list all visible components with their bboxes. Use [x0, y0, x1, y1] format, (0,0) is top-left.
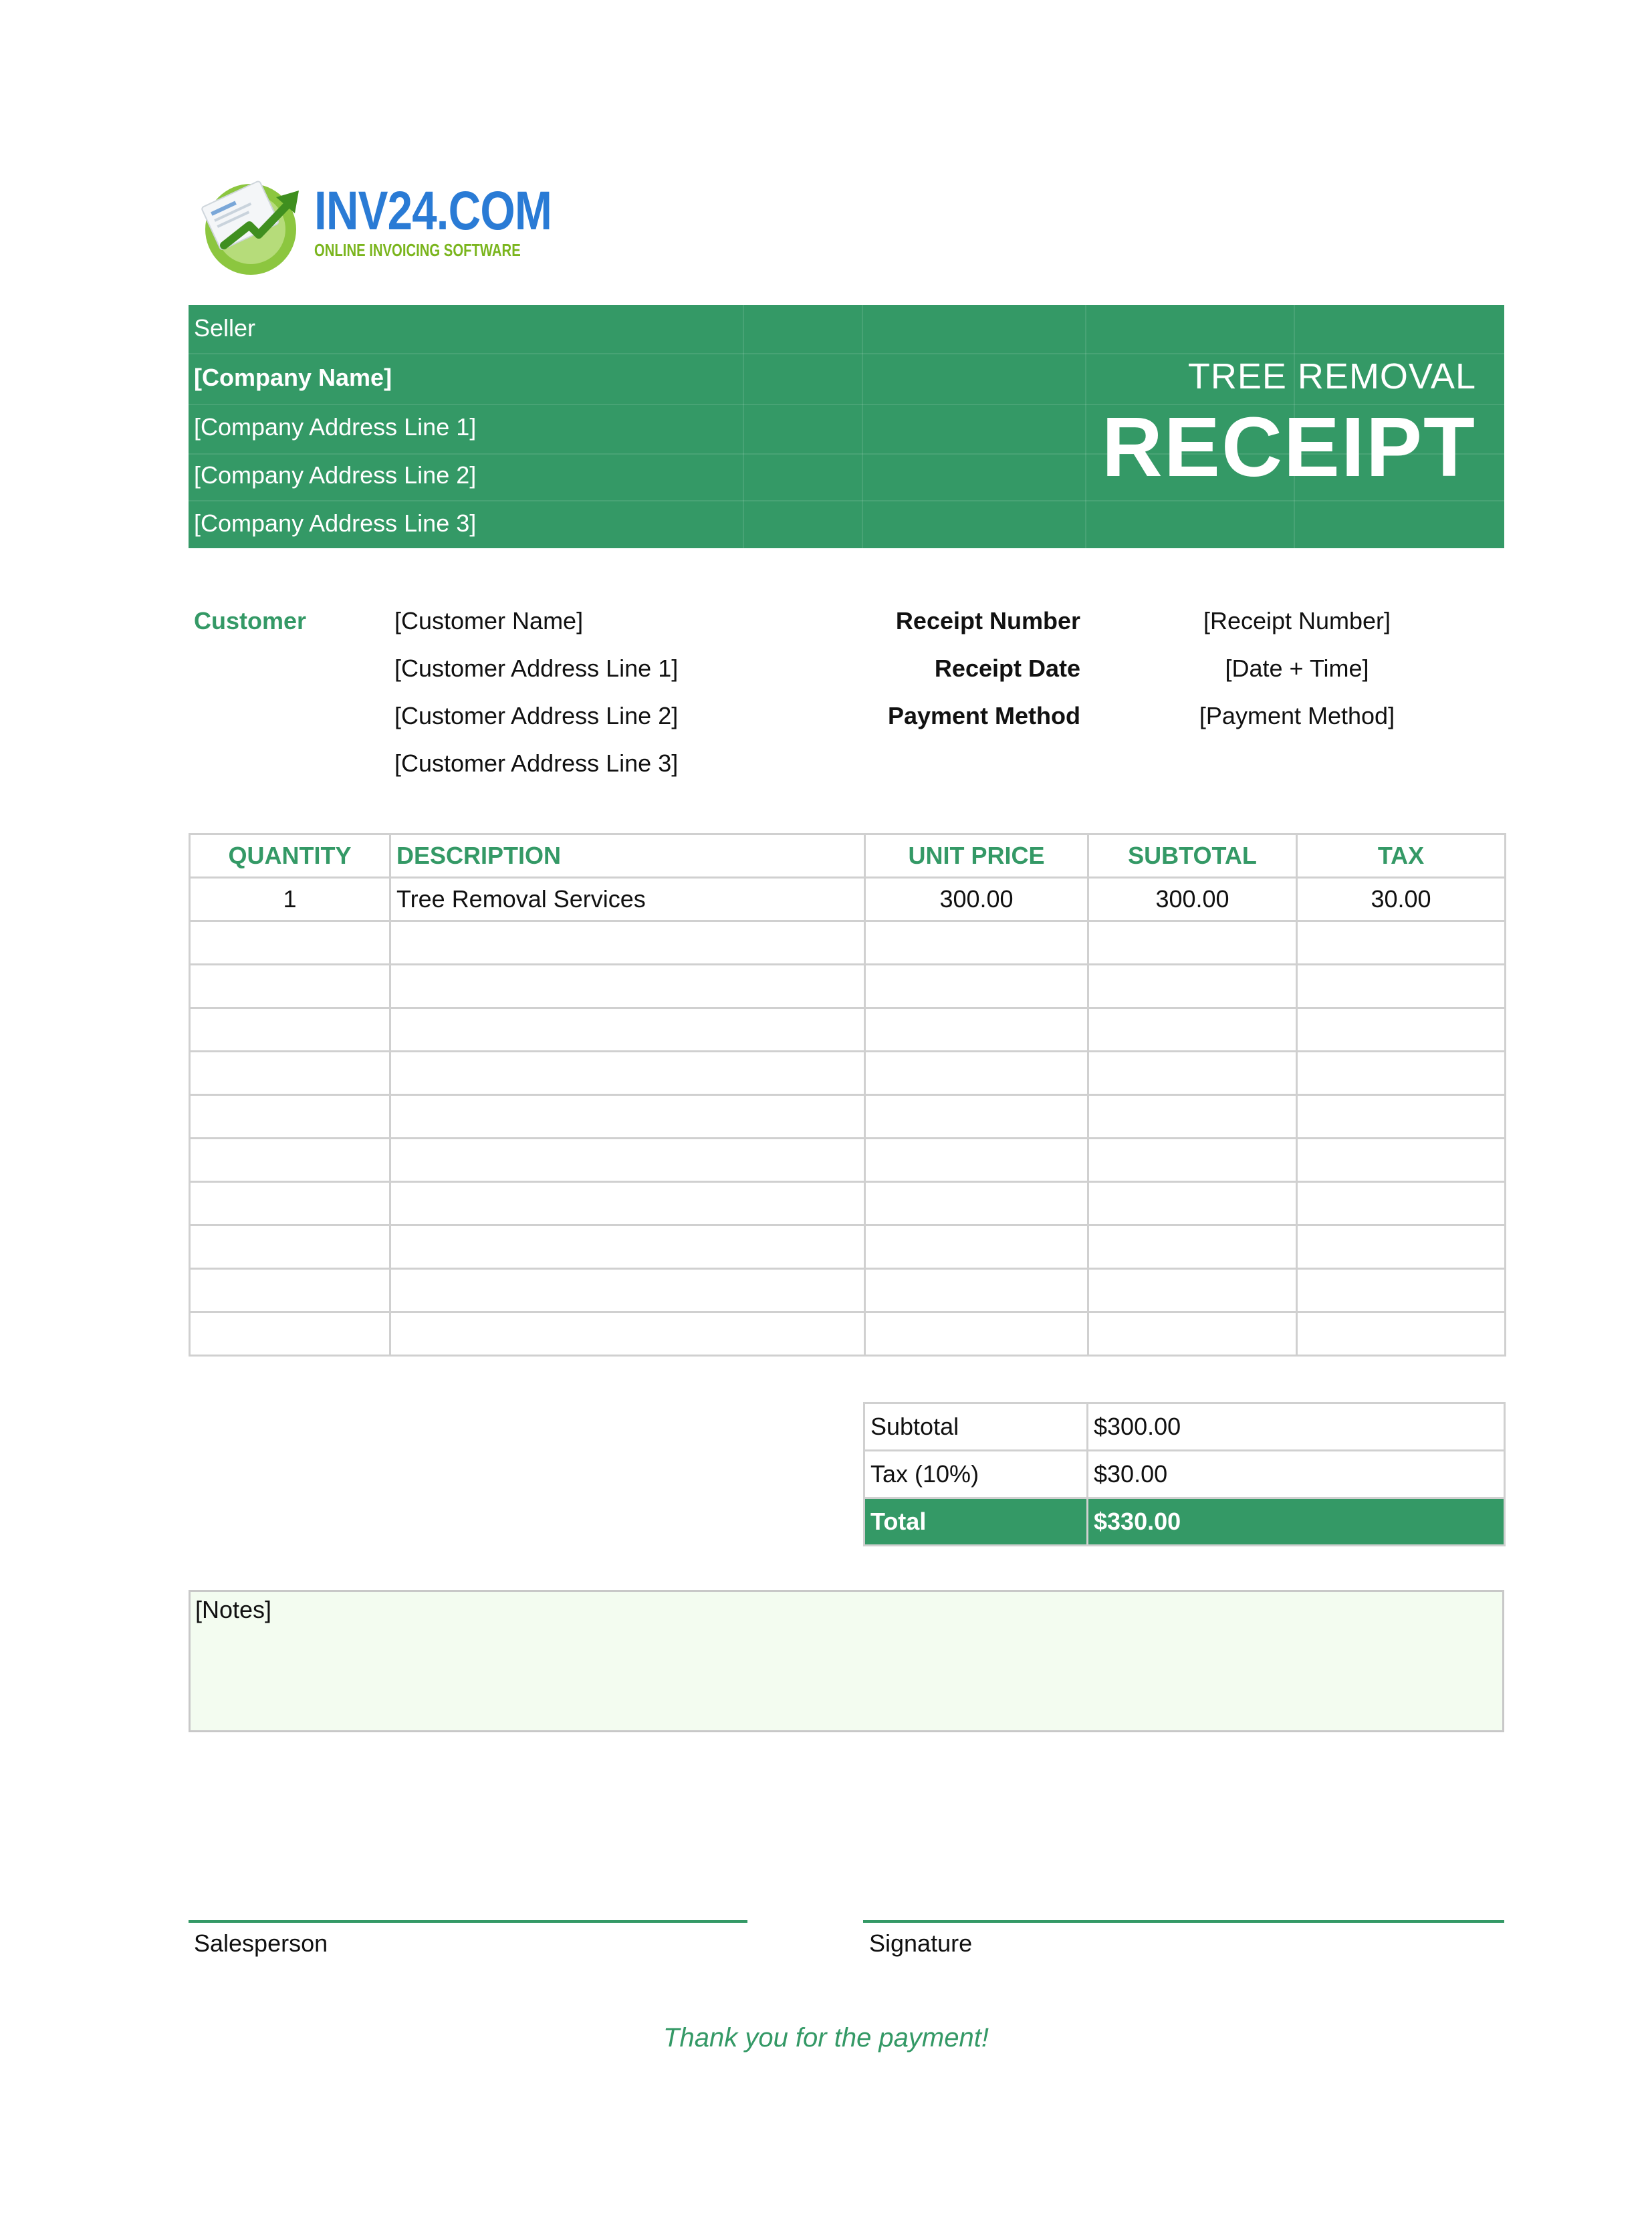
cell-tax [1297, 1095, 1506, 1139]
cell-tax [1297, 1008, 1506, 1052]
cell-description [390, 921, 865, 965]
tax-label: Tax (10%) [864, 1451, 1088, 1498]
cell-unit-price [865, 1052, 1088, 1095]
customer-label: Customer [194, 607, 307, 634]
receipt-number-label: Receipt Number [895, 607, 1080, 634]
cell-quantity: 1 [190, 878, 390, 921]
cell-subtotal [1088, 1052, 1297, 1095]
cell-tax [1297, 1225, 1506, 1269]
payment-method-value: [Payment Method] [1199, 702, 1395, 729]
cell-description [390, 965, 865, 1008]
total-label: Total [864, 1498, 1088, 1546]
receipt-number-value: [Receipt Number] [1203, 607, 1391, 634]
receipt-date-label: Receipt Date [934, 655, 1080, 682]
seller-label: Seller [194, 314, 256, 342]
subtotal-value: $300.00 [1088, 1403, 1505, 1451]
header-description: DESCRIPTION [390, 834, 865, 878]
header-tax: TAX [1297, 834, 1506, 878]
cell-quantity [190, 965, 390, 1008]
company-name: [Company Name] [194, 364, 392, 391]
cell-unit-price [865, 1312, 1088, 1356]
cell-unit-price [865, 1095, 1088, 1139]
company-address-line-2: [Company Address Line 2] [194, 461, 477, 489]
cell-subtotal [1088, 1182, 1297, 1225]
grid-line [189, 500, 1504, 501]
cell-unit-price [865, 965, 1088, 1008]
table-row [190, 1269, 1506, 1312]
subtotal-label: Subtotal [864, 1403, 1088, 1451]
cell-description [390, 1312, 865, 1356]
cell-description [390, 1095, 865, 1139]
cell-unit-price [865, 1008, 1088, 1052]
brand-logo [197, 170, 552, 277]
table-row [190, 1312, 1506, 1356]
cell-description [390, 1008, 865, 1052]
customer-address-line-2: [Customer Address Line 2] [394, 702, 679, 729]
subtotal-row [864, 1403, 1505, 1451]
document-subtitle: TREE REMOVAL [1187, 356, 1476, 396]
cell-description [390, 1269, 865, 1312]
table-row [190, 965, 1506, 1008]
total-row [864, 1498, 1505, 1546]
cell-subtotal [1088, 1269, 1297, 1312]
cell-description [390, 1182, 865, 1225]
receipt-date-value: [Date + Time] [1225, 655, 1369, 682]
header-subtotal: SUBTOTAL [1088, 834, 1297, 878]
cell-quantity [190, 1139, 390, 1182]
totals-table [863, 1402, 1506, 1546]
table-row [190, 878, 1506, 921]
cell-tax [1297, 921, 1506, 965]
header-unit-price: UNIT PRICE [865, 834, 1088, 878]
cell-subtotal [1088, 1225, 1297, 1269]
cell-tax [1297, 1139, 1506, 1182]
document-title: RECEIPT [1101, 400, 1476, 494]
grid-line [189, 353, 1504, 354]
thank-you-message: Thank you for the payment! [663, 2023, 989, 2053]
cell-unit-price [865, 1269, 1088, 1312]
cell-quantity [190, 1225, 390, 1269]
table-row [190, 1095, 1506, 1139]
customer-address-line-3: [Customer Address Line 3] [394, 749, 679, 777]
logo-emblem-icon [197, 170, 311, 277]
cell-description [390, 1139, 865, 1182]
cell-tax [1297, 1269, 1506, 1312]
header-quantity: QUANTITY [190, 834, 390, 878]
cell-quantity [190, 1052, 390, 1095]
signature-line [863, 1920, 1504, 1923]
cell-tax [1297, 1052, 1506, 1095]
cell-unit-price [865, 1182, 1088, 1225]
cell-quantity [190, 1269, 390, 1312]
cell-unit-price [865, 1225, 1088, 1269]
table-row [190, 1139, 1506, 1182]
cell-tax [1297, 965, 1506, 1008]
header-band [189, 305, 1504, 548]
table-header-row [190, 834, 1506, 878]
cell-unit-price [865, 921, 1088, 965]
cell-quantity [190, 1095, 390, 1139]
table-row [190, 1182, 1506, 1225]
logo-title: INV24.COM [314, 181, 552, 241]
tax-value: $30.00 [1088, 1451, 1505, 1498]
cell-tax [1297, 1182, 1506, 1225]
cell-description: Tree Removal Services [390, 878, 865, 921]
cell-description [390, 1225, 865, 1269]
cell-unit-price [865, 1139, 1088, 1182]
cell-tax: 30.00 [1297, 878, 1506, 921]
customer-address-line-1: [Customer Address Line 1] [394, 655, 679, 682]
cell-tax [1297, 1312, 1506, 1356]
tax-row [864, 1451, 1505, 1498]
salesperson-label: Salesperson [194, 1929, 328, 1957]
cell-unit-price: 300.00 [865, 878, 1088, 921]
grid-line [1085, 305, 1086, 548]
cell-subtotal [1088, 965, 1297, 1008]
salesperson-line [189, 1920, 747, 1923]
cell-quantity [190, 1312, 390, 1356]
cell-quantity [190, 1182, 390, 1225]
grid-line [862, 305, 863, 548]
cell-subtotal [1088, 1008, 1297, 1052]
logo-subtitle: ONLINE INVOICING SOFTWARE [314, 240, 521, 260]
cell-subtotal [1088, 1095, 1297, 1139]
items-table [189, 833, 1506, 1357]
grid-line [743, 305, 744, 548]
signature-label: Signature [869, 1929, 973, 1957]
total-value: $330.00 [1088, 1498, 1505, 1546]
cell-subtotal: 300.00 [1088, 878, 1297, 921]
cell-subtotal [1088, 1312, 1297, 1356]
company-address-line-3: [Company Address Line 3] [194, 509, 477, 537]
customer-name: [Customer Name] [394, 607, 584, 634]
payment-method-label: Payment Method [887, 702, 1080, 729]
table-row [190, 921, 1506, 965]
table-row [190, 1052, 1506, 1095]
company-address-line-1: [Company Address Line 1] [194, 413, 477, 441]
cell-quantity [190, 1008, 390, 1052]
cell-subtotal [1088, 1139, 1297, 1182]
table-row [190, 1225, 1506, 1269]
cell-subtotal [1088, 921, 1297, 965]
notes-box[interactable]: [Notes] [189, 1590, 1504, 1732]
cell-description [390, 1052, 865, 1095]
table-row [190, 1008, 1506, 1052]
cell-quantity [190, 921, 390, 965]
